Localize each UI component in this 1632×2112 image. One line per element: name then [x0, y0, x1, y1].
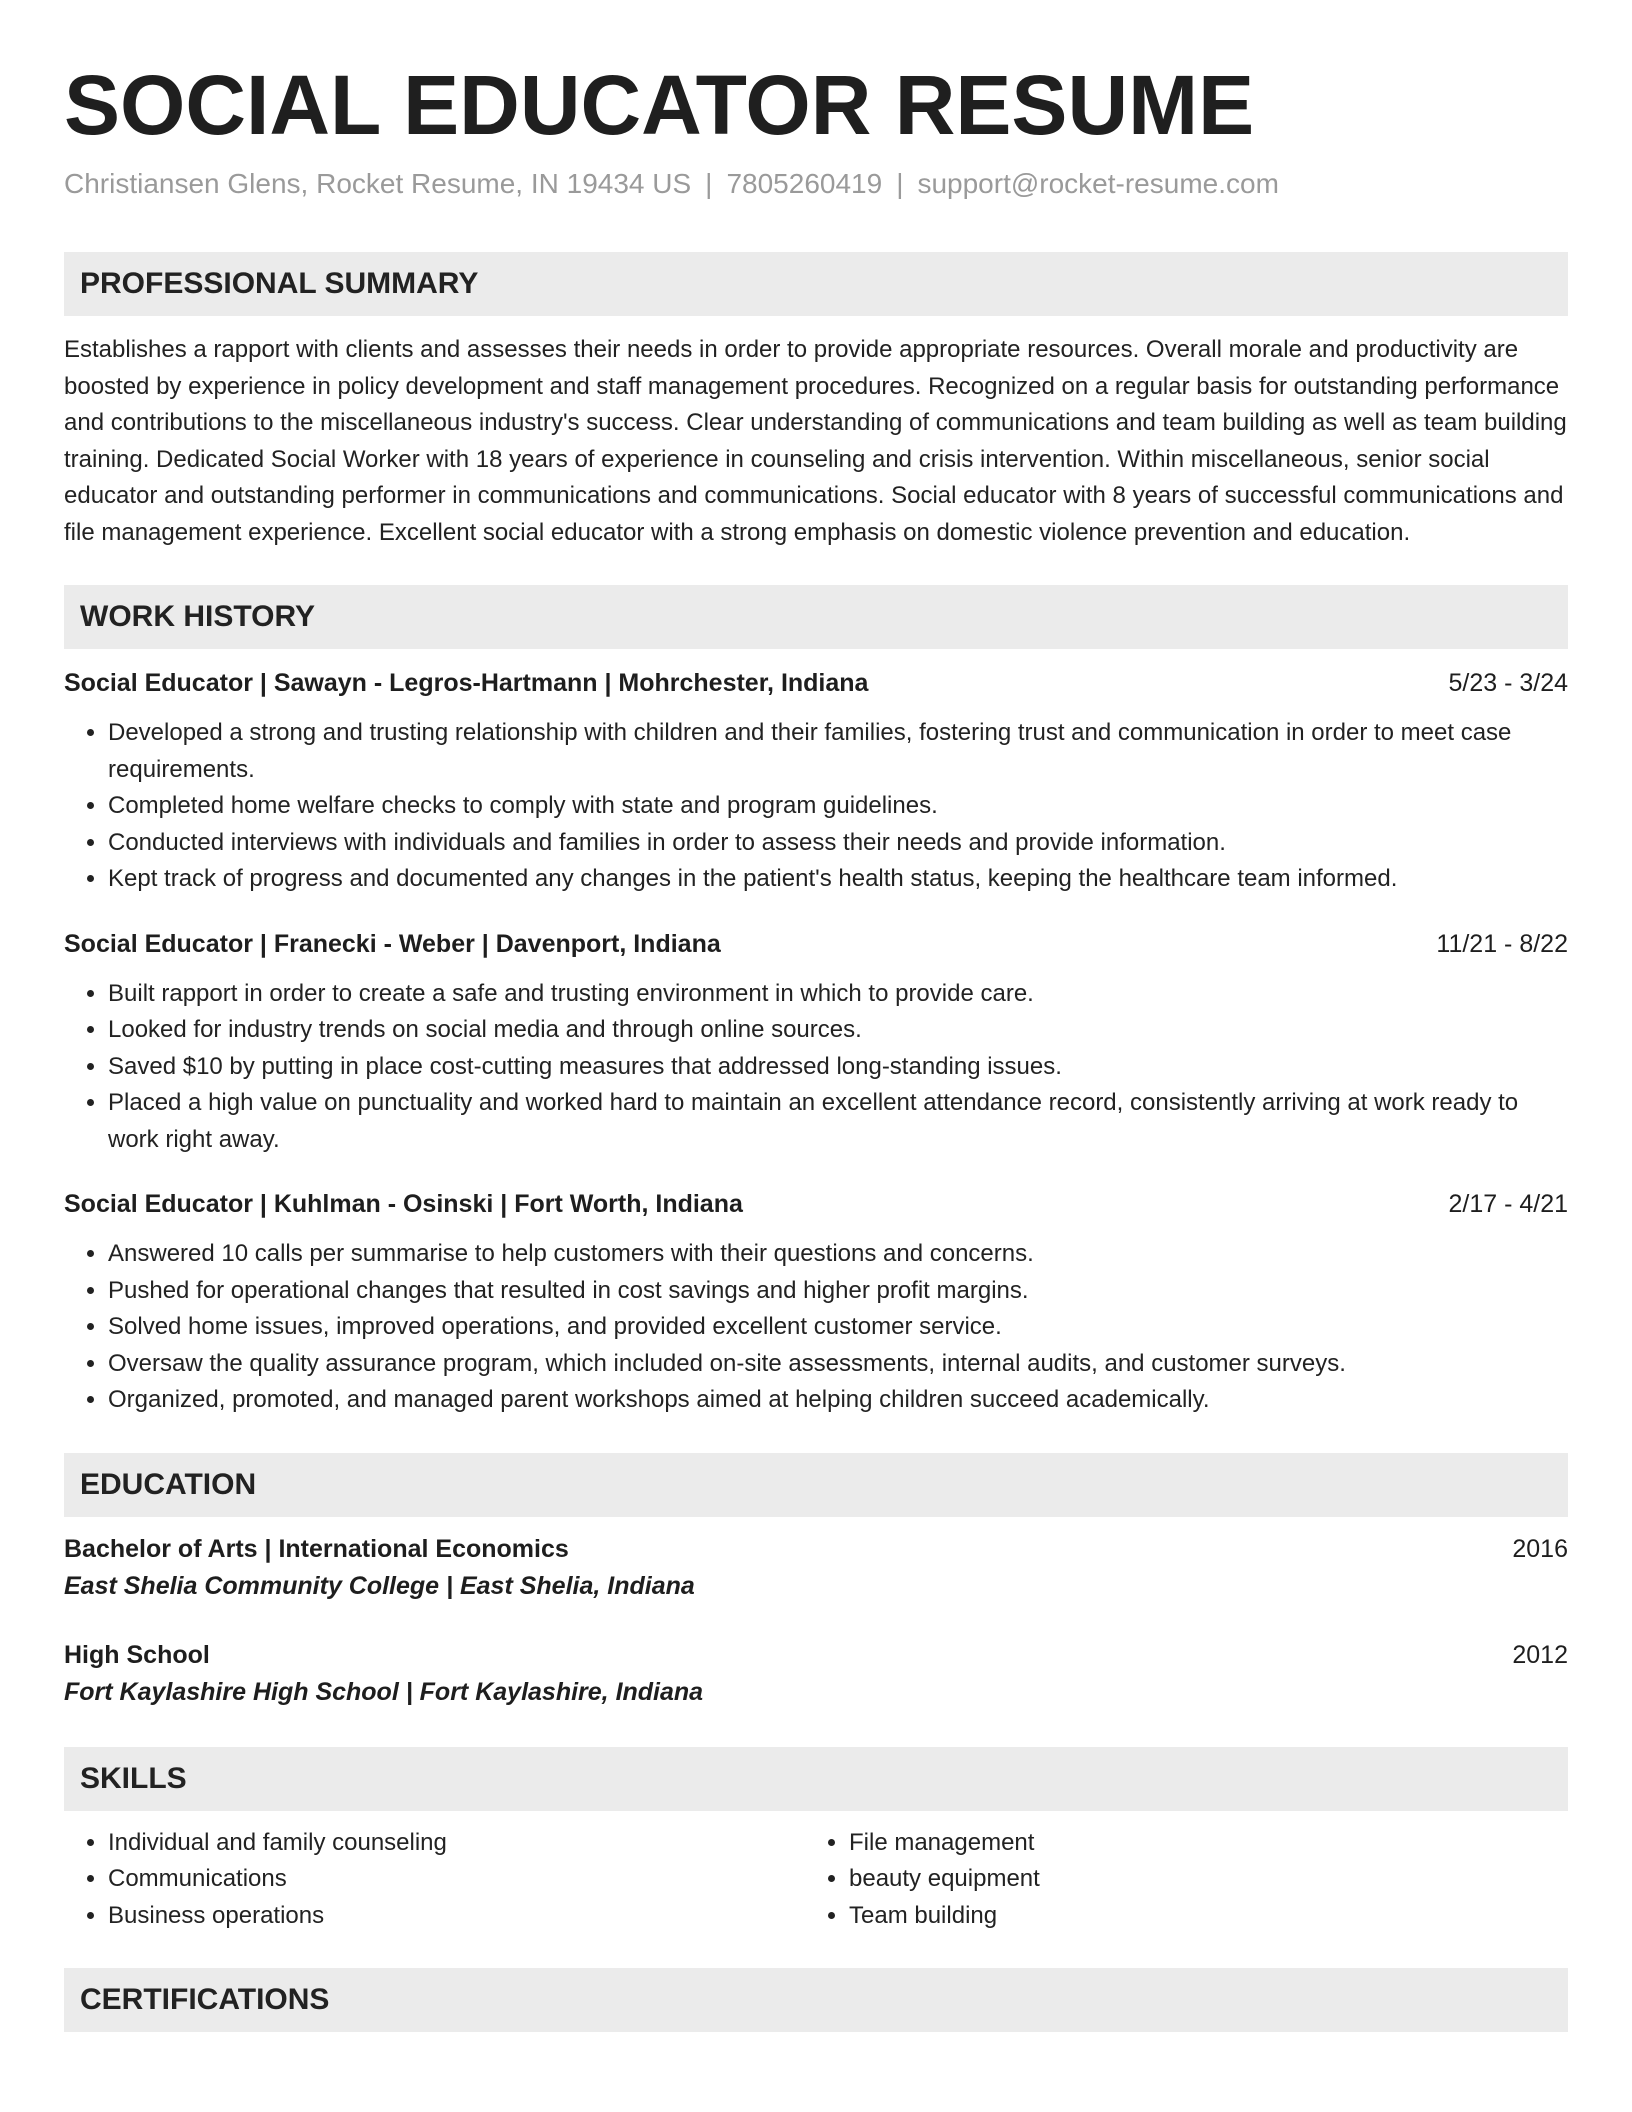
job-title: Social Educator | Sawayn - Legros-Hartmann | Mohrchester, Indiana	[64, 669, 869, 697]
job-bullet: • Conducted interviews with individuals and families in order to assess their needs and provide information.	[108, 825, 1568, 862]
job-bullets	[64, 715, 1568, 898]
job-entry	[64, 665, 1568, 898]
skill-item: • beauty equipment	[849, 1861, 1040, 1898]
section-heading-skills: SKILLS	[64, 1747, 1568, 1811]
job-bullet: • Answered 10 calls per summarise to help customers with their questions and concerns.	[108, 1236, 1568, 1273]
job-title: Social Educator | Kuhlman - Osinski | Fort Worth, Indiana	[64, 1190, 743, 1218]
section-heading-education: EDUCATION	[64, 1453, 1568, 1517]
resume-title: SOCIAL EDUCATOR RESUME	[64, 58, 1255, 152]
job-entry	[64, 926, 1568, 1159]
contact-separator: |	[896, 168, 904, 199]
contact-address: Christiansen Glens, Rocket Resume, IN 19434 US	[64, 168, 692, 199]
job-bullet: • Solved home issues, improved operations, and provided excellent customer service.	[108, 1309, 1568, 1346]
job-bullet: • Pushed for operational changes that resulted in cost savings and higher profit margins.	[108, 1273, 1568, 1310]
job-dates: 5/23 - 3/24	[1448, 669, 1568, 697]
skill-item: • Individual and family counseling	[108, 1825, 805, 1862]
education-entry	[64, 1531, 1568, 1605]
job-bullet: • Kept track of progress and documented any changes in the patient's health status, keeping the healthcare team informed.	[108, 861, 1568, 898]
job-bullet: • Looked for industry trends on social media and through online sources.	[108, 1012, 1568, 1049]
education-header	[64, 1637, 1568, 1673]
skill-item: • Business operations	[108, 1898, 805, 1935]
skills-column-right	[805, 1825, 1040, 1935]
job-bullet: • Placed a high value on punctuality and worked hard to maintain an excellent attendance record, consistently arriving at work ready to work right away.	[108, 1085, 1568, 1158]
skills-column-left	[64, 1825, 805, 1935]
education-school: East Shelia Community College | East Shelia, Indiana	[64, 1571, 695, 1600]
contact-email: support@rocket-resume.com	[917, 168, 1279, 199]
summary-text: Establishes a rapport with clients and assesses their needs in order to provide appropriate resources. Overall morale and productivity are boosted by experience in policy development and staff management procedures. Recognized on a regular basis for outstanding performance and contributions to the miscellaneous industry's success. Clear understanding of communications and team building as well as team building training. Dedicated Social Worker with 18 years of experience in counseling and crisis intervention. Within miscellaneous, senior social educator and outstanding performer in communications and communications. Social educator with 8 years of successful communications and file management experience. Excellent social educator with a strong emphasis on domestic violence prevention and education.	[64, 336, 1567, 546]
job-header	[64, 1186, 1568, 1222]
job-bullets	[64, 976, 1568, 1159]
education-entry	[64, 1637, 1568, 1711]
section-heading-summary: PROFESSIONAL SUMMARY	[64, 252, 1568, 316]
job-header	[64, 926, 1568, 962]
job-bullet: • Oversaw the quality assurance program, which included on-site assessments, internal audits, and customer surveys.	[108, 1346, 1568, 1383]
education-header	[64, 1531, 1568, 1567]
job-bullet: • Built rapport in order to create a safe and trusting environment in which to provide care.	[108, 976, 1568, 1013]
job-bullets	[64, 1236, 1568, 1419]
education-degree: High School	[64, 1640, 210, 1669]
job-entry	[64, 1186, 1568, 1419]
education-year: 2016	[1512, 1534, 1568, 1563]
skill-item: • Communications	[108, 1861, 805, 1898]
job-header	[64, 665, 1568, 701]
section-heading-work-history: WORK HISTORY	[64, 585, 1568, 649]
job-dates: 2/17 - 4/21	[1448, 1190, 1568, 1218]
resume-page	[64, 0, 1568, 2032]
job-bullet: • Organized, promoted, and managed parent workshops aimed at helping children succeed academically.	[108, 1382, 1568, 1419]
education-school: Fort Kaylashire High School | Fort Kaylashire, Indiana	[64, 1677, 704, 1706]
education-year: 2012	[1512, 1640, 1568, 1669]
skills-list	[64, 1825, 1568, 1935]
contact-separator: |	[705, 168, 713, 199]
job-bullet: • Saved $10 by putting in place cost-cutting measures that addressed long-standing issues.	[108, 1049, 1568, 1086]
skill-item: • Team building	[849, 1898, 1040, 1935]
contact-line	[64, 166, 1568, 202]
section-heading-certifications: CERTIFICATIONS	[64, 1968, 1568, 2032]
job-bullet: • Completed home welfare checks to comply with state and program guidelines.	[108, 788, 1568, 825]
contact-phone: 7805260419	[726, 168, 883, 199]
job-title: Social Educator | Franecki - Weber | Davenport, Indiana	[64, 929, 721, 958]
job-dates: 11/21 - 8/22	[1436, 929, 1568, 958]
skill-item: • File management	[849, 1825, 1040, 1862]
job-bullet: • Developed a strong and trusting relationship with children and their families, fostering trust and communication in order to meet case requirements.	[108, 715, 1568, 788]
education-degree: Bachelor of Arts | International Economics	[64, 1534, 569, 1563]
